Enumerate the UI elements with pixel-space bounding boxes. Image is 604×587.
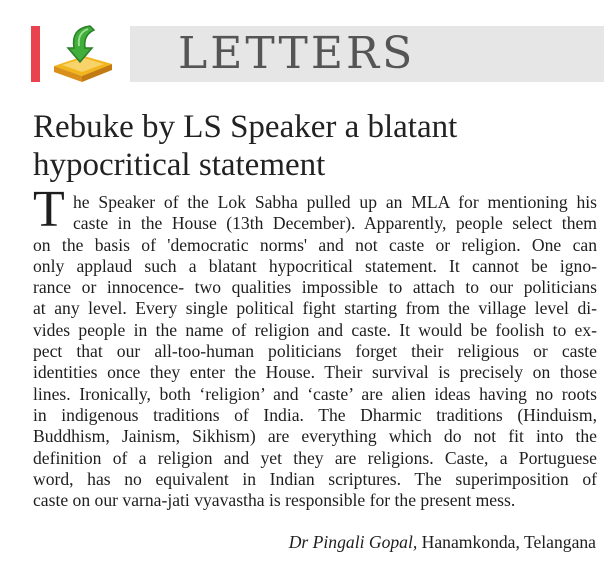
body-line: in indigenous traditions of India. The Dharmic traditions (Hinduism, xyxy=(33,404,597,425)
body-line: identities once they enter the House. Their survival is precisely on those xyxy=(33,362,597,383)
author-name: Dr Pingali Gopal, xyxy=(288,532,418,552)
headline-line-2: hypocritical statement xyxy=(33,147,326,183)
accent-bar xyxy=(31,26,40,82)
body-line: vides people in the name of religion and caste. It would be foolish to ex- xyxy=(33,319,597,340)
download-box-icon xyxy=(50,22,116,84)
body-line: only applaud such a blatant hypocritical statement. It cannot be igno- xyxy=(33,255,597,276)
body-line: definition of a religion and yet they are religions. Caste, a Portuguese xyxy=(33,447,597,468)
headline xyxy=(33,108,573,184)
signature xyxy=(289,531,596,553)
letter-body xyxy=(33,192,597,511)
body-line: at any level. Every single political fight starting from the village level di- xyxy=(33,298,597,319)
headline-line-1: Rebuke by LS Speaker a blatant xyxy=(33,109,458,145)
body-line: rance or innocence- two qualities impossible to attach to our politicians xyxy=(33,277,597,298)
body-line: Buddhism, Jainism, Sikhism) are everything which do not fit into the xyxy=(33,426,597,447)
body-line: caste on our varna-jati vyavastha is responsible for the present mess. xyxy=(33,490,516,511)
body-line: lines. Ironically, both ‘religion’ and ‘caste’ are alien ideas having no roots xyxy=(33,383,597,404)
body-line: caste in the House (13th December). Apparently, people select them xyxy=(73,213,597,234)
body-line: pect that our all-too-human politicians forget their religious or caste xyxy=(33,341,597,362)
section-label: LETTERS xyxy=(178,28,416,79)
body-line: word, has no equivalent in Indian scriptures. The superimposition of xyxy=(33,468,597,489)
masthead xyxy=(0,18,604,88)
body-line: he Speaker of the Lok Sabha pulled up an MLA for mentioning his xyxy=(73,192,597,212)
body-line: on the basis of 'democratic norms' and not caste or religion. One can xyxy=(33,234,597,255)
dropcap: T xyxy=(33,181,65,238)
author-location: Hanamkonda, Telangana xyxy=(421,532,596,552)
